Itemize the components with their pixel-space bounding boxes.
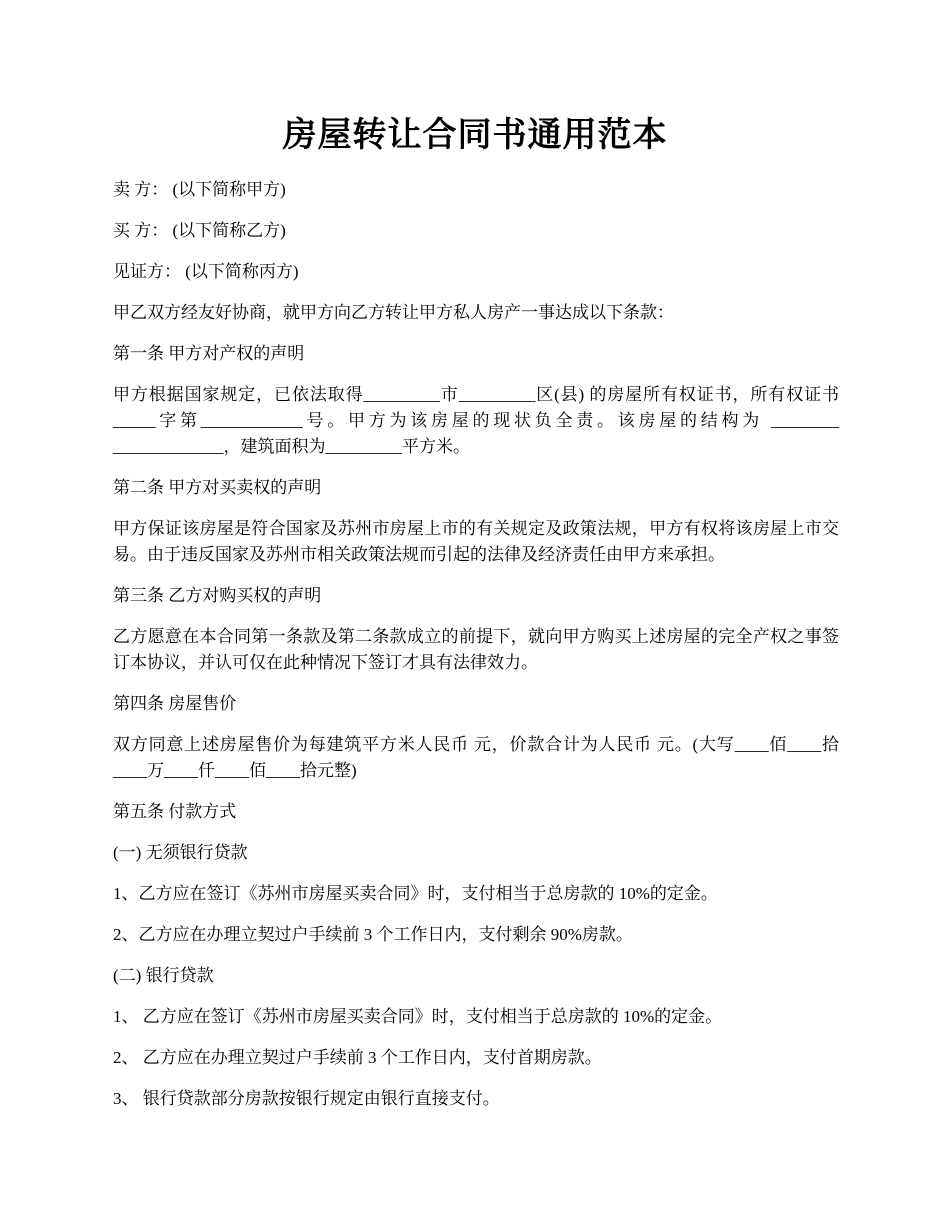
document-title: 房屋转让合同书通用范本 — [282, 117, 668, 154]
article-4-heading: 第四条 房屋售价 — [113, 694, 237, 713]
payment-loan-item-1: 1、 乙方应在签订《苏州市房屋买卖合同》时，支付相当于总房款的 10%的定金。 — [113, 1007, 723, 1026]
article-2-text: 甲方保证该房屋是符合国家及苏州市房屋上市的有关规定及政策法规，甲方有权将该房屋上市交易。由于违反国家及苏州市相关政策法规而引起的法律及经济责任由甲方来承担。 — [113, 519, 839, 564]
payment-loan-item-2: 2、 乙方应在办理立契过户手续前 3 个工作日内，支付首期房款。 — [113, 1048, 602, 1067]
document-body — [113, 177, 839, 1127]
payment-no-loan-item-1: 1、乙方应在签订《苏州市房屋买卖合同》时，支付相当于总房款的 10%的定金。 — [113, 884, 718, 903]
payment-loan-heading: (二) 银行贷款 — [113, 966, 214, 985]
payment-no-loan-item-2: 2、乙方应在办理立契过户手续前 3 个工作日内，支付剩余 90%房款。 — [113, 925, 633, 944]
article-3-text: 乙方愿意在本合同第一条款及第二条款成立的前提下，就向甲方购买上述房屋的完全产权之事签订本协议，并认可仅在此种情况下签订才具有法律效力。 — [113, 627, 839, 672]
article-5-heading: 第五条 付款方式 — [113, 802, 237, 821]
article-1-text: 甲方根据国家规定，已依法取得_________市_________区(县) 的房屋所有权证书，所有权证书_____字第____________号。甲方为该房屋的现状负全责。该房屋的结构为 ________ _____________，建筑面积为_________平方米。 — [113, 385, 839, 456]
seller-line: 卖 方： (以下简称甲方) — [113, 180, 286, 199]
buyer-line: 买 方： (以下简称乙方) — [113, 221, 286, 240]
article-2-heading: 第二条 甲方对买卖权的声明 — [113, 478, 322, 497]
payment-no-loan-heading: (一) 无须银行贷款 — [113, 843, 248, 862]
article-3-heading: 第三条 乙方对购买权的声明 — [113, 586, 322, 605]
intro-paragraph: 甲乙双方经友好协商，就甲方向乙方转让甲方私人房产一事达成以下条款： — [113, 303, 674, 322]
article-1-heading: 第一条 甲方对产权的声明 — [113, 344, 305, 363]
article-4-text: 双方同意上述房屋售价为每建筑平方米人民币 元，价款合计为人民币 元。(大写____佰____拾____万____仟____佰____拾元整) — [113, 735, 839, 780]
witness-line: 见证方： (以下简称丙方) — [113, 262, 299, 281]
payment-loan-item-3: 3、 银行贷款部分房款按银行规定由银行直接支付。 — [113, 1089, 500, 1108]
